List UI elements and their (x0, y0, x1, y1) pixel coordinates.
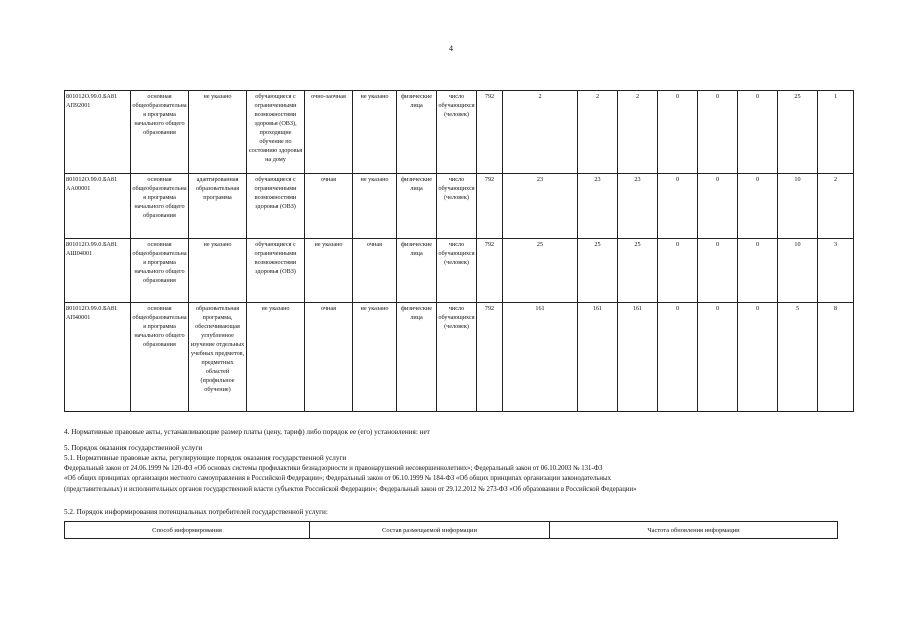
cell-c2: не указано (189, 239, 247, 303)
cell-c1: основная общеобразовательная программа начального общего образования (131, 239, 189, 303)
cell-v4: 0 (658, 239, 698, 303)
cell-v5: 0 (698, 239, 738, 303)
cell-v1: 25 (503, 239, 578, 303)
cell-v6: 0 (738, 303, 778, 412)
cell-v3: 25 (618, 239, 658, 303)
cell-v8: 2 (818, 174, 854, 239)
information-table-header (65, 522, 838, 539)
cell-c3: обучающиеся с ограниченными возможностями здоровья (ОВЗ), проходящие обучение по состоянию здоровья на дому (247, 91, 305, 174)
table-row (65, 91, 854, 174)
cell-okei: 792 (477, 91, 503, 174)
cell-v8: 3 (818, 239, 854, 303)
cell-v1: 23 (503, 174, 578, 239)
cell-c7: число обучающихся (человек) (437, 303, 477, 412)
cell-v6: 0 (738, 91, 778, 174)
cell-c5: не указано (353, 174, 397, 239)
cell-v2: 2 (578, 91, 618, 174)
information-table (64, 521, 838, 539)
cell-v5: 0 (698, 91, 738, 174)
cell-c7: число обучающихся (человек) (437, 174, 477, 239)
section-4-text: 4. Нормативные правовые акты, устанавливающие размер платы (цену, тариф) либо порядок ее (его) установления: нет (64, 428, 430, 436)
cell-okei: 792 (477, 303, 503, 412)
table-row (65, 239, 854, 303)
law-line-1: Федеральный закон от 24.06.1999 № 120-ФЗ «Об основах системы профилактики безнадзорности и правонарушений несовершеннолетних»; Федеральный закон от 06.10.2003 № 131-ФЗ (64, 465, 603, 472)
cell-c6: физические лица (397, 91, 437, 174)
info-header-frequency: Частота обновления информации (550, 522, 838, 539)
cell-c4: очная (305, 303, 353, 412)
info-header-content: Состав размещаемой информации (310, 522, 550, 539)
cell-c6: физические лица (397, 174, 437, 239)
cell-c7: число обучающихся (человек) (437, 91, 477, 174)
cell-c1: основная общеобразовательная программа начального общего образования (131, 174, 189, 239)
cell-c2: адаптированная образовательная программа (189, 174, 247, 239)
table-row (65, 174, 854, 239)
cell-code: 801012О.99.0.БА81 АП92001 (65, 91, 131, 174)
cell-c4: не указано (305, 239, 353, 303)
cell-c4: очная (305, 174, 353, 239)
cell-v6: 0 (738, 239, 778, 303)
table-row (65, 303, 854, 412)
section-5-1-heading: 5.1. Нормативные правовые акты, регулирующие порядок оказания государственной услуги (64, 454, 347, 462)
cell-c6: физические лица (397, 303, 437, 412)
cell-c7: число обучающихся (человек) (437, 239, 477, 303)
cell-v4: 0 (658, 303, 698, 412)
cell-v2: 23 (578, 174, 618, 239)
info-header-method: Способ информирования (65, 522, 310, 539)
cell-v3: 2 (618, 91, 658, 174)
cell-c2: не указано (189, 91, 247, 174)
cell-v4: 0 (658, 91, 698, 174)
cell-v3: 161 (618, 303, 658, 412)
cell-v5: 0 (698, 303, 738, 412)
cell-c2: образовательная программа, обеспечивающая углубленное изучение отдельных учебных предметов, предметных областей (профильное обучение) (189, 303, 247, 412)
cell-c6: физические лица (397, 239, 437, 303)
service-volume-table (64, 90, 854, 412)
cell-code: 801012О.99.0.БА81 АП40001 (65, 303, 131, 412)
cell-c5: не указано (353, 91, 397, 174)
cell-code: 801012О.99.0.БА81 АА00001 (65, 174, 131, 239)
cell-v2: 161 (578, 303, 618, 412)
section-5-heading: 5. Порядок оказания государственной услуги (64, 444, 203, 452)
cell-v1: 161 (503, 303, 578, 412)
cell-okei: 792 (477, 174, 503, 239)
cell-c1: основная общеобразовательная программа начального общего образования (131, 303, 189, 412)
cell-code: 801012О.99.0.БА81 АШ04001 (65, 239, 131, 303)
cell-c3: не указано (247, 303, 305, 412)
cell-c5: не указано (353, 303, 397, 412)
cell-c3: обучающиеся с ограниченными возможностями здоровья (ОВЗ) (247, 239, 305, 303)
cell-c1: основная общеобразовательная программа начального общего образования (131, 91, 189, 174)
cell-v2: 25 (578, 239, 618, 303)
cell-v5: 0 (698, 174, 738, 239)
cell-v4: 0 (658, 174, 698, 239)
cell-v6: 0 (738, 174, 778, 239)
cell-okei: 792 (477, 239, 503, 303)
cell-c3: обучающиеся с ограниченными возможностями здоровья (ОВЗ) (247, 174, 305, 239)
cell-v7: 10 (778, 239, 818, 303)
cell-v8: 1 (818, 91, 854, 174)
cell-v7: 5 (778, 303, 818, 412)
cell-v3: 23 (618, 174, 658, 239)
law-line-2: «Об общих принципах организации местного самоуправления в Российской Федерации»; Федеральный закон от 06.10.1999 № 184-ФЗ «Об общих принципах организации законодательных (64, 475, 612, 482)
cell-v1: 2 (503, 91, 578, 174)
page-number: 4 (449, 44, 453, 53)
section-5-2-heading: 5.2. Порядок информирования потенциальных потребителей государственной услуги: (64, 508, 328, 516)
cell-v7: 10 (778, 174, 818, 239)
cell-v8: 8 (818, 303, 854, 412)
cell-c4: очно-заочная (305, 91, 353, 174)
cell-v7: 25 (778, 91, 818, 174)
cell-c5: очная (353, 239, 397, 303)
law-line-3: (представительных) и исполнительных органов государственной власти субъектов Российской Федерации»; Федеральный закон от 29.12.2012 № 273-ФЗ «Об образовании в Российской Федерации» (64, 486, 637, 493)
